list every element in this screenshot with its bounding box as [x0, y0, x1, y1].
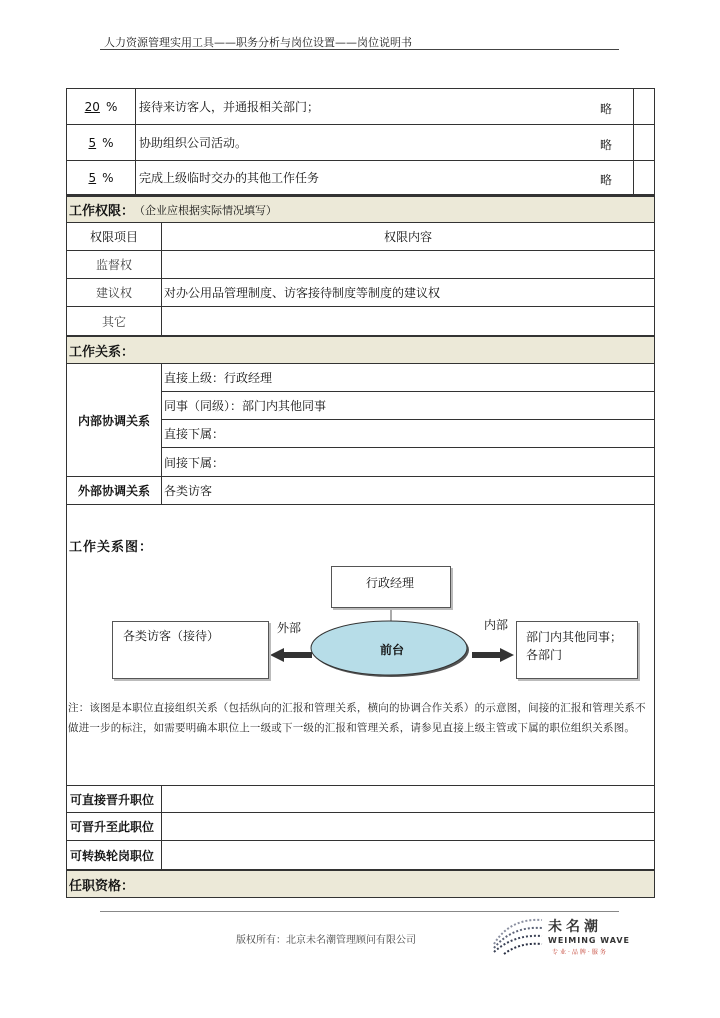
- internal-label: 内部协调关系: [66, 364, 162, 477]
- qualification-section-header: 任职资格：: [66, 869, 655, 898]
- internal-relation-item: 间接下属：: [162, 448, 654, 477]
- authority-item: 监督权: [66, 251, 162, 278]
- footer-divider: [100, 911, 619, 912]
- career-row: [66, 785, 655, 813]
- logo-english: WEIMING WAVE: [548, 936, 631, 945]
- authority-col-content: 权限内容: [162, 223, 655, 250]
- top-box-manager: 行政经理: [331, 566, 451, 608]
- diagram-footnote: 注：该图是本职位直接组织关系（包括纵向的汇报和管理关系，横向的协调合作关系）的示意图，间接的汇报和管理关系不做进一步的标注，如需要明确本职位上一级或下一级的汇报和管理关系，请参见直接上级主管或下属的职位组织关系图。: [68, 702, 646, 734]
- footer-copyright: 版权所有：北京未名潮管理顾问有限公司: [236, 935, 416, 946]
- career-label: 可晋升至此职位: [66, 813, 162, 840]
- authority-item: 建议权: [66, 279, 162, 306]
- duty-text: 完成上级临时交办的其他工作任务: [136, 161, 634, 194]
- center-label: 前台: [380, 643, 405, 657]
- authority-section-header: 工作权限： （企业应根据实际情况填写）: [66, 195, 655, 223]
- duty-percent: 5 %: [66, 125, 136, 160]
- right-box-colleagues: 部门内其他同事； 各部门: [516, 621, 638, 679]
- logo-chinese: 未名潮: [548, 919, 602, 935]
- diagram-title: 工作关系图：: [69, 540, 154, 555]
- duty-text: 协助组织公司活动。: [136, 125, 634, 160]
- left-box-visitors: 各类访客（接待）: [112, 621, 269, 679]
- right-connector-label: 内部: [484, 618, 509, 632]
- career-value: [162, 841, 655, 869]
- career-value: [162, 786, 655, 812]
- internal-relation-item: 直接下属：: [162, 420, 654, 448]
- career-row: [66, 813, 655, 841]
- left-connector-label: 外部: [277, 621, 302, 635]
- right-arrow-icon: [472, 648, 514, 662]
- duty-standard: 略: [600, 138, 613, 152]
- authority-col-item: 权限项目: [66, 223, 162, 250]
- duty-percent: 20 %: [66, 89, 136, 124]
- career-value: [162, 813, 655, 840]
- duty-standard: 略: [600, 102, 613, 116]
- duty-standard: 略: [600, 173, 613, 187]
- career-label: 可转换轮岗职位: [66, 841, 162, 869]
- external-value: 各类访客: [162, 477, 655, 504]
- page-header-title: 人力资源管理实用工具——职务分析与岗位设置——岗位说明书: [104, 36, 412, 49]
- duty-percent: 5 %: [66, 161, 136, 194]
- authority-item: 其它: [66, 307, 162, 335]
- wave-logo-icon: [490, 914, 546, 956]
- internal-relation-item: 同事（同级）：部门内其他同事: [162, 392, 654, 420]
- authority-content: 对办公用品管理制度、访客接待制度等制度的建议权: [162, 279, 655, 306]
- career-label: 可直接晋升职位: [66, 786, 162, 812]
- duty-text: 接待来访客人，并通报相关部门；: [136, 89, 634, 124]
- external-label: 外部协调关系: [66, 477, 162, 504]
- logo-tagline: 专业·品牌·服务: [552, 949, 608, 956]
- relations-section-header: 工作关系：: [66, 335, 655, 364]
- career-row: [66, 841, 655, 869]
- internal-relation-item: 直接上级：行政经理: [162, 364, 654, 392]
- left-arrow-icon: [270, 648, 312, 662]
